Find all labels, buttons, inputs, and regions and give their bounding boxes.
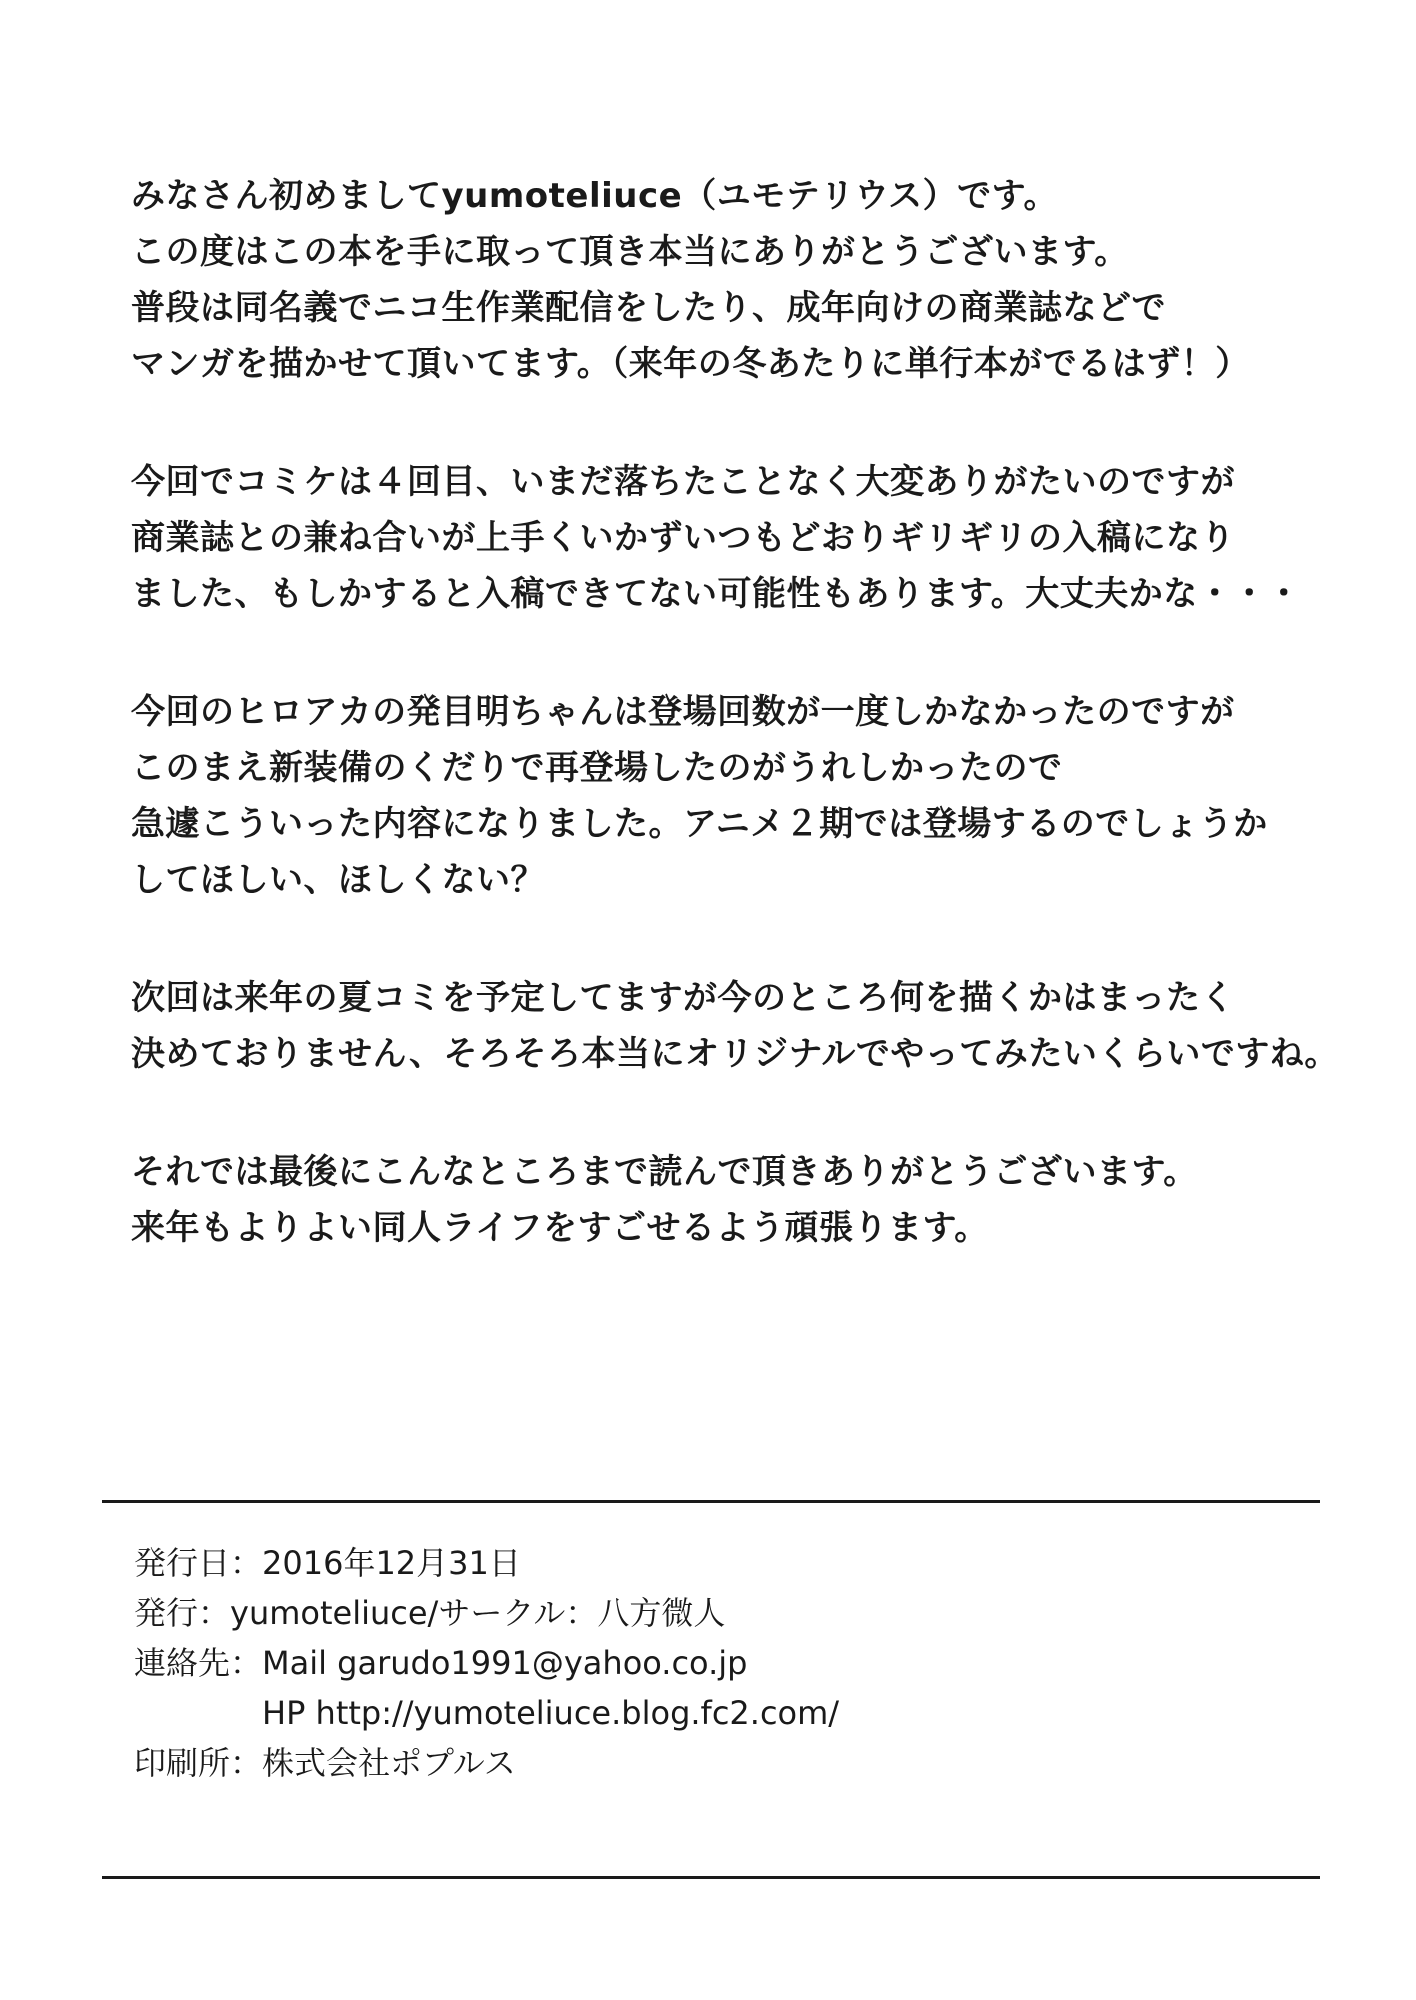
text-line: 決めておりません、そろそろ本当にオリジナルでやってみたいくらいですね。 (131, 1034, 1339, 1074)
text-line: 今回でコミケは４回目、いまだ落ちたことなく大変ありがたいのですが (131, 462, 1235, 502)
text-line: それでは最後にこんなところまで読んで頂きありがとうございます。 (131, 1152, 1198, 1192)
publisher: 発行：yumoteliuce/サークル：八方微人 (134, 1594, 726, 1632)
text-line: このまえ新装備のくだりで再登場したのがうれしかったので (131, 748, 1063, 788)
issue-date: 発行日：2016年12月31日 (134, 1544, 521, 1582)
colophon-bottom-rule (102, 1876, 1320, 1879)
text-line: この度はこの本を手に取って頂き本当にありがとうございます。 (131, 232, 1129, 272)
text-line: 今回のヒロアカの発目明ちゃんは登場回数が一度しかなかったのですが (131, 692, 1235, 732)
text-line: みなさん初めましてyumoteliuce（ユモテリウス）です。 (131, 176, 1058, 216)
text-line: 商業誌との兼ね合いが上手くいかずいつもどおりギリギリの入稿になり (131, 518, 1235, 558)
text-line: 普段は同名義でニコ生作業配信をしたり、成年向けの商業誌などで (131, 288, 1166, 328)
contact-mail: 連絡先：Mail garudo1991@yahoo.co.jp (134, 1644, 748, 1682)
colophon-top-rule (102, 1500, 1320, 1503)
afterword-paragraph (131, 970, 1339, 1082)
contact-hp: HP http://yumoteliuce.blog.fc2.com/ (262, 1694, 840, 1732)
afterword-paragraph (131, 684, 1321, 908)
text-line: マンガを描かせて頂いてます。（来年の冬あたりに単行本がでるはず！） (131, 344, 1250, 384)
text-line: 次回は来年の夏コミを予定してますが今のところ何を描くかはまったく (131, 978, 1235, 1018)
text-line: ました、もしかすると入稿できてない可能性もあります。大丈夫かな・・・ (131, 574, 1302, 614)
afterword-paragraph (131, 454, 1321, 622)
afterword-text (131, 168, 1339, 1318)
printer: 印刷所：株式会社ポプルス (134, 1744, 516, 1782)
text-line: 来年もよりよい同人ライフをすごせるよう頑張ります。 (131, 1208, 989, 1248)
colophon (134, 1538, 1284, 1788)
afterword-paragraph (131, 168, 1321, 392)
afterword-paragraph (131, 1144, 1321, 1256)
text-line: 急遽こういった内容になりました。アニメ２期では登場するのでしょうか (131, 804, 1268, 844)
text-line: してほしい、ほしくない？ (131, 860, 545, 900)
